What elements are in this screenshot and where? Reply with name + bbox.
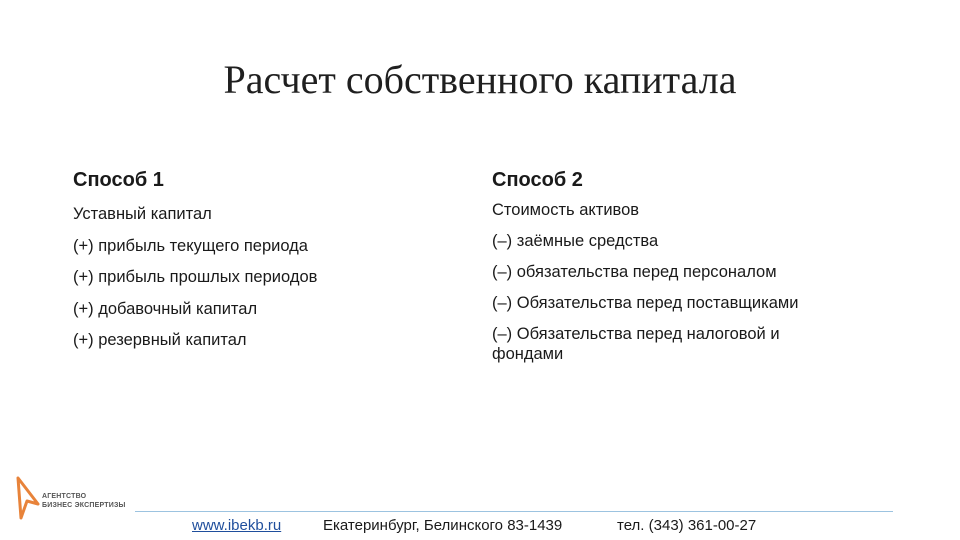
slide-title: Расчет собственного капитала <box>223 57 737 102</box>
method-2-item: Стоимость активов <box>492 201 640 219</box>
method-1-item: (+) добавочный капитал <box>73 299 258 318</box>
logo-text-line-2: БИЗНЕС ЭКСПЕРТИЗЫ <box>42 502 126 509</box>
footer-divider <box>135 511 893 512</box>
footer-address: Екатеринбург, Белинского 83-1439 <box>323 517 563 534</box>
method-2-item: (–) обязательства перед персоналом <box>492 263 777 281</box>
method-1-item: Уставный капитал <box>73 205 212 223</box>
method-1-item: (+) прибыль текущего периода <box>73 236 308 255</box>
method-2-item: (–) заёмные средства <box>492 232 659 250</box>
logo-text <box>42 492 126 510</box>
logo-text-line-1: АГЕНТСТВО <box>42 493 87 500</box>
logo-arrow-icon <box>14 474 42 522</box>
method-2-item: (–) Обязательства перед поставщиками <box>492 294 799 312</box>
method-1-list <box>73 204 453 350</box>
method-2-list <box>492 200 852 364</box>
website-link[interactable]: www.ibekb.ru <box>192 517 282 534</box>
method-2-item: (–) Обязательства перед налоговой и фондами <box>492 325 780 363</box>
footer-phone: тел. (343) 361-00-27 <box>617 517 757 534</box>
method-1-item: (+) прибыль прошлых периодов <box>73 268 318 286</box>
method-1-heading: Способ 1 <box>73 169 164 191</box>
method-2-column <box>492 168 852 375</box>
method-2-heading: Способ 2 <box>492 169 583 191</box>
method-1-column <box>73 168 453 362</box>
method-1-item: (+) резервный капитал <box>73 331 247 349</box>
company-logo <box>14 474 126 522</box>
